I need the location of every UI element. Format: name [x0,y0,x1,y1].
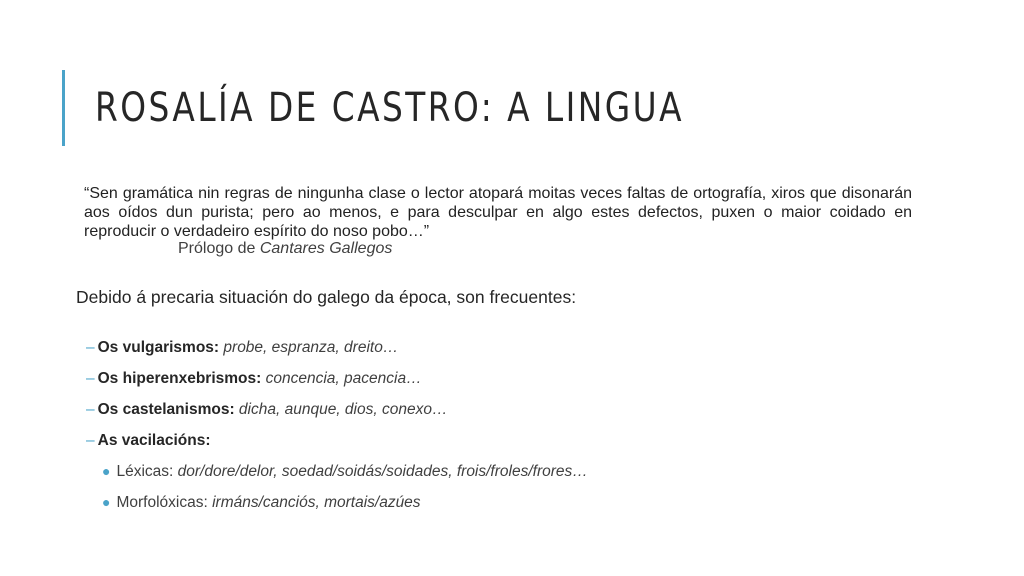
intro-text: Debido á precaria situación do galego da época, son frecuentes: [76,287,577,307]
list-item-vulgarismos [86,338,447,369]
subitem-label: Léxicas: [116,463,174,480]
quote-text: “Sen gramática nin regras de ningunha clase o lector atopará moitas veces faltas de ortografía, xiros que disonarán aos oídos dun purista; pero ao menos, e para desculpar en algo estes defectos, puxen o maior coidado en reproducir o verdadeiro espírito do noso pobo…” [84,185,912,240]
quote-source [178,240,392,258]
list-item-vacilacions [86,431,447,462]
list-item-hiperenxebrismos [86,369,447,400]
subitem-examples: irmáns/canciós, mortais/azúes [212,494,421,511]
item-label: Os castelanismos: [97,401,235,418]
bullet-dot-icon: ● [102,463,111,479]
subitem-examples: dor/dore/delor, soedad/soidás/soidades, frois/froles/frores… [177,463,588,480]
sublist-item-morfoloxicas [102,492,588,523]
sublist-item-lexicas [102,461,588,492]
item-examples: concencia, pacencia… [265,370,422,387]
source-work-title: Cantares Gallegos [259,240,393,257]
bullet-dot-icon: ● [102,494,111,510]
dash-marker-icon: – [86,339,95,356]
item-label: Os hiperenxebrismos: [97,370,262,387]
dash-marker-icon: – [86,401,95,418]
subitem-label: Morfolóxicas: [116,494,208,511]
dash-marker-icon: – [86,432,95,449]
source-prefix: Prólogo de [178,240,256,257]
vacilacions-sublist [102,461,588,523]
dash-marker-icon: – [86,370,95,387]
list-item-castelanismos [86,400,447,431]
item-label: As vacilacións: [97,432,211,449]
feature-list [86,338,447,462]
title-accent-bar [62,70,65,146]
slide-title: ROSALÍA DE CASTRO: A LINGUA [95,85,685,131]
item-label: Os vulgarismos: [97,339,220,356]
item-examples: probe, espranza, dreito… [223,339,399,356]
item-examples: dicha, aunque, dios, conexo… [238,401,448,418]
